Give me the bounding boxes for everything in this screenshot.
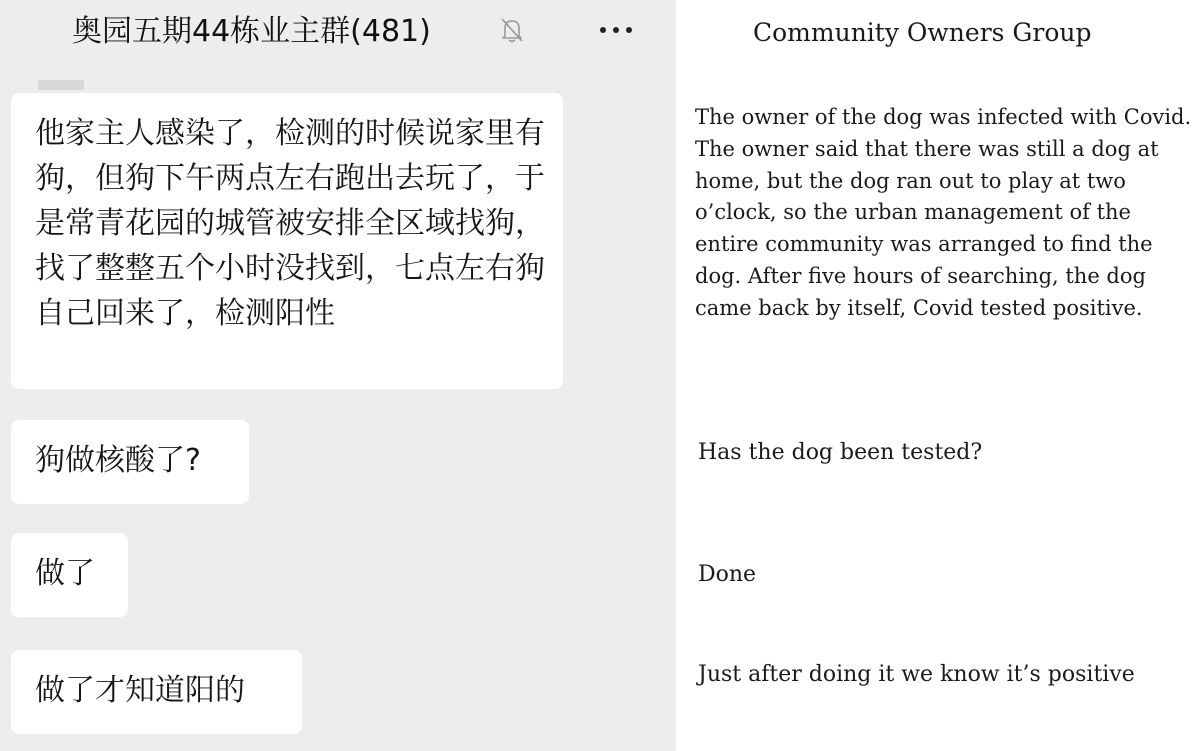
message-bubble[interactable]: 他家主人感染了，检测的时候说家里有狗，但狗下午两点左右跑出去玩了，于是常青花园的城管被安排全区域找狗，找了整整五个小时没找到，七点左右狗自己回来了，检测阳性 bbox=[11, 93, 563, 389]
chat-header bbox=[0, 0, 676, 80]
translation-line: Has the dog been tested? bbox=[698, 440, 983, 465]
more-dots-icon[interactable] bbox=[592, 12, 640, 48]
translation-line: The owner of the dog was infected with Covid. The owner said that there was still a dog at home, but the dog ran out to play at two o’clock, so the urban management of the entire community was arranged to find the dog. After five hours of searching, the dog came back by itself, Covid tested positive. bbox=[695, 105, 1192, 320]
avatar bbox=[38, 80, 84, 90]
translation-line: Done bbox=[698, 562, 757, 587]
message-bubble[interactable]: 做了才知道阳的 bbox=[11, 650, 302, 734]
translation-panel bbox=[676, 0, 1200, 751]
mute-bell-icon bbox=[496, 14, 528, 46]
group-chat-title: 奥园五期44栋业主群(481) bbox=[72, 14, 431, 49]
message-bubble[interactable]: 狗做核酸了? bbox=[11, 420, 249, 504]
translation-line: Just after doing it we know it’s positive bbox=[698, 662, 1135, 687]
message-bubble[interactable]: 做了 bbox=[11, 533, 128, 617]
translation-title: Community Owners Group bbox=[753, 18, 1092, 47]
